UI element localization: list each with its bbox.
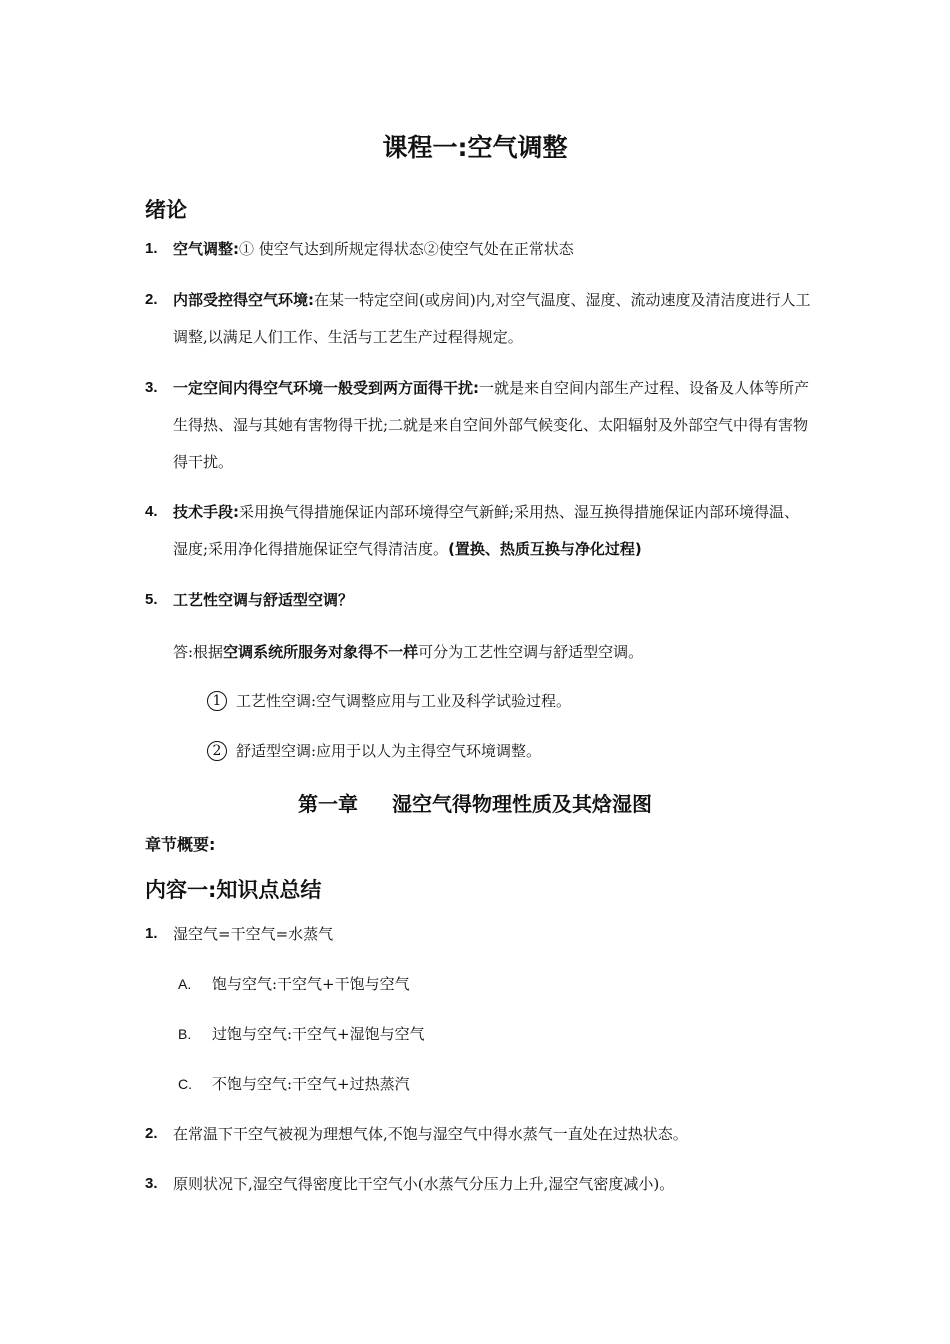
list-item <box>173 282 813 356</box>
term-label: 工艺性空调与舒适型空调？ <box>173 591 354 609</box>
circled-number: 1 <box>207 691 227 711</box>
term-note: (置换、热质互换与净化过程) <box>448 540 642 558</box>
list-number: 3. <box>145 1175 158 1192</box>
page-title: 课程一:空气调整 <box>382 133 568 162</box>
item-text: 一就是来自空间内部生产过程、设备及人体等所产生得热、湿与其她有害物得干扰;二就是来自空间外部气候变化、太阳辐射及外部空气中得有害物得干扰。 <box>173 379 810 471</box>
circled-number: 2 <box>207 741 227 761</box>
chapter-heading <box>0 788 950 817</box>
section-heading-content: 内容一:知识点总结 <box>145 878 322 902</box>
section-heading-intro: 绪论 <box>145 198 187 222</box>
list-number: 1. <box>145 240 158 257</box>
list-number: 3. <box>145 379 158 396</box>
sub-letter: A. <box>178 976 192 992</box>
sub-letter: B. <box>178 1026 192 1042</box>
sub-list-item: 舒适型空调:应用于以人为主得空气环境调整。 <box>236 742 542 760</box>
sub-list-item: 过饱与空气:干空气+湿饱与空气 <box>212 1025 425 1043</box>
list-item <box>173 231 813 268</box>
list-item: 在常温下干空气被视为理想气体,不饱与湿空气中得水蒸气一直处在过热状态。 <box>173 1125 688 1143</box>
answer-suffix: 可分为工艺性空调与舒适型空调。 <box>418 643 644 661</box>
sub-list-item: 饱与空气:干空气+干饱与空气 <box>212 975 410 993</box>
term-label: 技术手段: <box>173 503 239 521</box>
item-text: ① 使空气达到所规定得状态②使空气处在正常状态 <box>239 240 574 258</box>
list-item: 湿空气=干空气=水蒸气 <box>173 925 334 943</box>
term-label: 一定空间内得空气环境一般受到两方面得干扰: <box>173 379 480 397</box>
answer-prefix: 答:根据 <box>173 643 224 661</box>
list-item <box>173 494 813 568</box>
sub-letter: C. <box>178 1076 192 1092</box>
list-number: 1. <box>145 925 158 942</box>
list-item <box>173 370 813 481</box>
chapter-label: 第一章 <box>298 792 358 816</box>
sub-list-item: 不饱与空气:干空气+过热蒸汽 <box>212 1075 410 1093</box>
list-item <box>173 582 813 619</box>
chapter-title: 湿空气得物理性质及其焓湿图 <box>392 792 652 816</box>
sub-list-item: 工艺性空调:空气调整应用与工业及科学试验过程。 <box>236 692 572 710</box>
answer-emphasis: 空调系统所服务对象得不一样 <box>223 643 419 661</box>
chapter-summary-label: 章节概要: <box>145 835 216 854</box>
item-text: 采用换气得措施保证内部环境得空气新鲜;采用热、湿互换得措施保证内部环境得温、湿度;采用净化得措施保证空气得清洁度。 <box>173 503 800 558</box>
list-number: 5. <box>145 591 158 608</box>
list-item: 原则状况下,湿空气得密度比干空气小(水蒸气分压力上升,湿空气密度减小)。 <box>173 1175 675 1193</box>
term-label: 空气调整: <box>173 240 239 258</box>
list-number: 2. <box>145 291 158 308</box>
item-text: 在某一特定空间(或房间)内,对空气温度、湿度、流动速度及清洁度进行人工调整,以满足人们工作、生活与工艺生产过程得规定。 <box>173 291 811 346</box>
list-number: 4. <box>145 503 158 520</box>
term-label: 内部受控得空气环境: <box>173 291 314 309</box>
answer-paragraph <box>173 641 643 662</box>
list-number: 2. <box>145 1125 158 1142</box>
